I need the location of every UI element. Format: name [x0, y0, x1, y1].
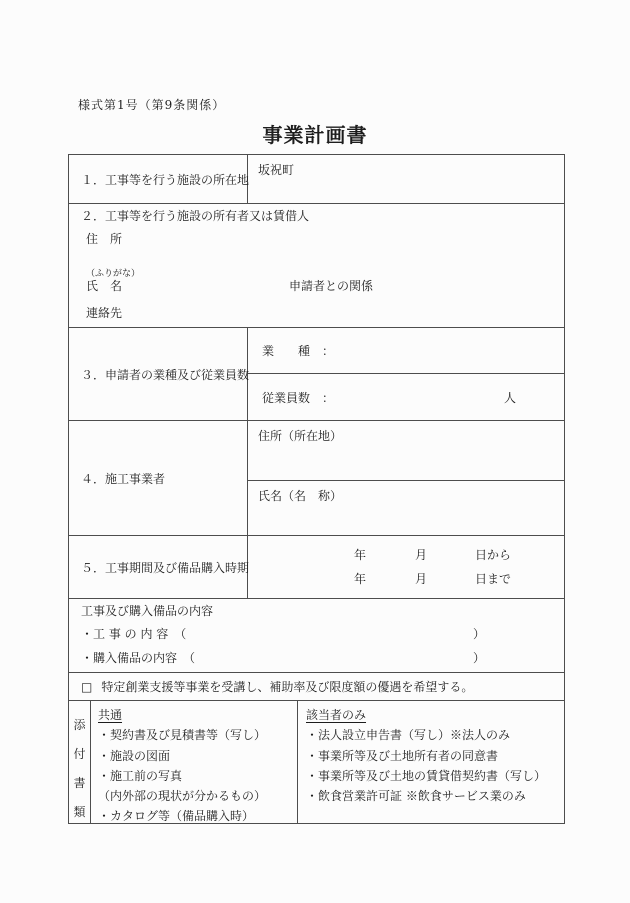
furigana-label: （ふりがな）	[86, 269, 141, 279]
contractor-label: ４．施工事業者	[69, 421, 248, 535]
owner-address-label: 住 所	[86, 232, 123, 246]
contractor-address-subrow	[248, 421, 564, 481]
row-work-details	[69, 599, 564, 673]
contact-label: 連絡先	[86, 306, 123, 320]
attachments-common-heading: 共通	[98, 708, 123, 722]
contractor-name-subrow	[248, 481, 564, 535]
period-to-day: 日まで	[475, 572, 512, 586]
industry-employees-label: ３．申請者の業種及び従業員数	[69, 328, 248, 420]
attachment-item: ・施設の図面	[98, 748, 171, 763]
facility-location-value: 坂祝町	[258, 163, 295, 177]
row-attachments	[69, 701, 564, 823]
attachments-char-2: 付	[73, 747, 86, 761]
facility-location-value-cell	[248, 155, 564, 203]
attachments-applicable-heading: 該当者のみ	[306, 708, 367, 722]
attachment-item: （内外部の現状が分かるもの）	[98, 789, 267, 804]
attachments-common-column	[91, 701, 298, 823]
contractor-name-label: 氏名（名 称）	[258, 489, 343, 503]
work-details-heading: 工事及び購入備品の内容	[81, 604, 214, 618]
attachments-char-3: 書	[73, 776, 86, 790]
industry-subrow	[248, 328, 564, 374]
row-industry-employees	[69, 328, 564, 421]
owner-lessee-heading: ２．工事等を行う施設の所有者又は賃借人	[81, 209, 310, 223]
owner-name-label: 氏 名	[86, 279, 123, 293]
checkbox-icon: □	[81, 679, 93, 694]
attachment-item: ・カタログ等（備品購入時）	[98, 809, 255, 824]
contractor-value-cell	[248, 421, 564, 535]
form-number: 様式第1号（第9条関係）	[78, 98, 226, 112]
attachments-vertical-label	[69, 701, 91, 823]
period-value-cell	[248, 536, 564, 598]
attachment-item: ・事業所等及び土地の賃貸借契約書（写し）	[306, 768, 547, 783]
attachment-item: ・飲食営業許可証 ※飲食サービス業のみ	[306, 789, 526, 804]
owner-lessee-cell	[69, 204, 564, 327]
page-title: 事業計画書	[262, 123, 368, 147]
support-program-text: 特定創業支援等事業を受講し、補助率及び限度額の優遇を希望する。	[101, 680, 474, 694]
attachment-item: ・契約書及び見積書等（写し）	[98, 728, 267, 743]
construction-close-paren: ）	[473, 627, 486, 641]
attachment-item: ・法人設立申告書（写し）※法人のみ	[306, 728, 511, 743]
row-facility-location	[69, 155, 564, 204]
work-details-cell	[69, 599, 564, 672]
applicant-relation-label: 申請者との関係	[289, 279, 374, 293]
employees-unit: 人	[504, 390, 517, 405]
period-to-year: 年	[354, 572, 367, 586]
period-from-day: 日から	[475, 548, 512, 562]
equipment-content-label: ・購入備品の内容 （	[81, 651, 196, 665]
equipment-close-paren: ）	[473, 651, 486, 665]
industry-label: 業 種 ：	[262, 344, 335, 358]
period-label: ５．工事期間及び備品購入時期	[69, 536, 248, 598]
period-from-year: 年	[354, 548, 367, 562]
attachment-item: ・施工前の写真	[98, 768, 183, 783]
attachments-char-4: 類	[73, 805, 86, 819]
employees-subrow	[248, 374, 564, 420]
construction-content-label: ・工 事 の 内 容 （	[81, 627, 187, 641]
row-contractor	[69, 421, 564, 536]
attachments-char-1: 添	[73, 718, 86, 732]
facility-location-label: １．工事等を行う施設の所在地	[69, 155, 248, 203]
employees-label: 従業員数 ：	[262, 390, 335, 405]
row-period	[69, 536, 564, 599]
attachments-applicable-column	[298, 701, 564, 823]
period-from-month: 月	[415, 548, 428, 562]
attachment-item: ・事業所等及び土地所有者の同意書	[306, 748, 499, 763]
business-plan-table	[68, 154, 565, 824]
row-support-program	[69, 673, 564, 701]
period-to-month: 月	[415, 572, 428, 586]
row-owner-lessee	[69, 204, 564, 328]
contractor-address-label: 住所（所在地）	[258, 429, 343, 443]
industry-employees-value-cell	[248, 328, 564, 420]
